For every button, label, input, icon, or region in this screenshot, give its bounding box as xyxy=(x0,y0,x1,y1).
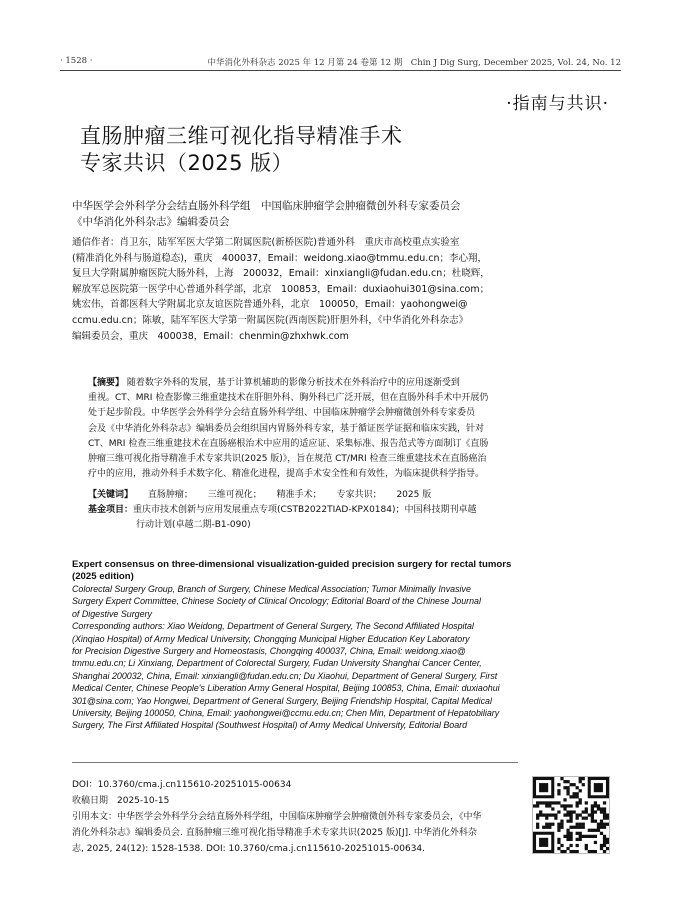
abstract-line: 重视。CT、MRI 检查影像三维重建技术在肝胆外科、胸外科已广泛开展，但在直肠外科手术中开展仍 xyxy=(88,393,489,404)
english-line: for Precision Digestive Surgery and Homeostasis, Chongqing 400037, China, Email: weidong.xiao@ xyxy=(72,646,466,657)
keyword: 精准手术； xyxy=(276,490,322,500)
abstract-line: 处于起步阶段。中华医学会外科学分会结直肠外科学组、中国临床肿瘤学会肿瘤微创外科专家委员 xyxy=(88,408,476,419)
author-line: 《中华消化外科杂志》编辑委员会 xyxy=(72,216,230,228)
english-line: of Digestive Surgery xyxy=(72,608,152,619)
english-line: Medical Center, Chinese People's Liberation Army General Hospital, Beijing 100853, China, Email: duxiaohui xyxy=(72,683,500,694)
article-meta xyxy=(72,777,518,857)
qr-code-icon[interactable] xyxy=(532,776,610,854)
funding-line: 行动计划(卓越二期-B1-090) xyxy=(136,520,251,530)
received-date: 收稿日期 2025-10-15 xyxy=(72,796,170,806)
citation-line: 志, 2025, 24(12): 1528-1538. DOI: 10.3760/cma.j.cn115610-20251015-00634. xyxy=(72,844,426,854)
correspondence-line: 通信作者：肖卫东，陆军军医大学第二附属医院(新桥医院)普通外科 重庆市高校重点实验室 xyxy=(72,237,460,248)
article-title xyxy=(80,123,403,177)
keywords xyxy=(88,487,431,500)
author-line: 中华医学会外科学分会结直肠外科学组 中国临床肿瘤学会肿瘤微创外科专家委员会 xyxy=(72,200,461,212)
keyword: 三维可视化； xyxy=(207,490,262,500)
english-title-line: (2025 edition) xyxy=(72,571,134,582)
abstract-line: 肿瘤三维可视化指导精准手术专家共识(2025 版)》，旨在规范 CT/MRI 检查三维重建技术在直肠癌治 xyxy=(88,454,487,465)
page-number: · 1528 · xyxy=(60,56,93,66)
funding-text: 重庆市技术创新与应用发展重点专项(CSTB2022TIAD-KPX0184)；中国科技期刊卓越 xyxy=(133,505,477,515)
keyword: 2025 版 xyxy=(396,490,432,500)
english-line: Surgery Expert Committee, Chinese Society of Clinical Oncology; Editorial Board of the Chinese Journal xyxy=(72,596,481,607)
correspondence-line: (精准消化外科与肠道稳态)，重庆 400037，Email：weidong.xiao@tmmu.edu.cn；李心翔， xyxy=(72,252,488,264)
citation-line: 消化外科杂志》编辑委员会. 直肠肿瘤三维可视化指导精准手术专家共识(2025 版)[J]. 中华消化外科杂 xyxy=(72,828,477,838)
keyword: 专家共识； xyxy=(336,490,382,500)
english-line: 301@sina.com; Yao Hongwei, Department of General Surgery, Beijing Friendship Hospital, Capital Medical xyxy=(72,695,492,706)
abstract-text: 随着数字外科的发展，基于计算机辅助的影像分析技术在外科治疗中的应用逐渐受到 xyxy=(126,378,460,388)
correspondence-line: 解放军总医院第一医学中心普通外科学部，北京 100853，Email：duxiaohui301@sina.com； xyxy=(72,283,490,295)
article-title-line: 直肠肿瘤三维可视化指导精准手术 xyxy=(80,124,403,148)
doi[interactable]: DOI：10.3760/cma.j.cn115610-20251015-00634 xyxy=(72,780,292,790)
abstract-line: CT、MRI 检查三维重建技术在直肠癌根治术中应用的适应证、采集标准、报告范式等方面制订《直肠 xyxy=(88,438,489,449)
english-line: Corresponding authors: Xiao Weidong, Department of General Surgery, The Second Affiliated Hospital xyxy=(72,621,474,632)
funding xyxy=(88,503,508,533)
english-line: University, Beijing 100050, China, Email: yaohongwei@ccmu.edu.cn; Chen Min, Department of Hepatobiliary xyxy=(72,708,500,719)
english-title-block xyxy=(72,559,512,732)
footer-rule xyxy=(72,762,518,763)
abstract-line: 疗中的应用，推动外科手术数字化、精准化进程，提高手术安全性和有效性，为临床提供科学指导。 xyxy=(88,469,485,480)
corresponding-authors xyxy=(72,235,508,344)
english-title-line: Expert consensus on three-dimensional visualization-guided precision surgery for rectal tumors xyxy=(72,559,512,570)
section-label: ·指南与共识· xyxy=(506,94,609,114)
citation-line: 引用本文：中华医学会外科学分会结直肠外科学组，中国临床肿瘤学会肿瘤微创外科专家委员会，《中华 xyxy=(72,812,482,822)
funding-label: 基金项目： xyxy=(88,505,134,515)
chinese-abstract xyxy=(88,376,508,482)
english-line: tmmu.edu.cn; Li Xinxiang, Department of Colorectal Surgery, Fudan University Shanghai Cancer Center, xyxy=(72,658,482,669)
author-groups xyxy=(72,198,516,230)
abstract-line: 会及《中华消化外科杂志》编辑委员会组织国内胃肠外科专家，基于循证医学证据和临床实践，针对 xyxy=(88,423,485,434)
abstract-label: 【摘要】 xyxy=(88,378,125,388)
english-line: Surgery, The First Affiliated Hospital (Southwest Hospital) of Army Medical University, Editorial Board xyxy=(72,720,468,731)
funding-line xyxy=(88,503,508,518)
english-line: (Xinqiao Hospital) of Army Medical University, Chongqing Municipal Higher Education Key Laboratory xyxy=(72,633,470,644)
qr-code-graphic xyxy=(533,777,609,853)
english-affiliations xyxy=(72,583,512,732)
keyword: 直肠肿瘤； xyxy=(147,490,193,500)
correspondence-line: 姚宏伟，首都医科大学附属北京友谊医院普通外科，北京 100050，Email：yaohongwei@ xyxy=(72,299,468,311)
english-line: Shanghai 200032, China, Email: xinxiangli@fudan.edu.cn; Du Xiaohui, Department of General Surgery, First xyxy=(72,670,498,681)
correspondence-line: ccmu.edu.cn；陈敏，陆军军医大学第一附属医院(西南医院)肝胆外科，《中华消化外科杂志》 xyxy=(72,314,469,326)
keywords-label: 【关键词】 xyxy=(88,490,134,500)
abstract-line xyxy=(88,376,508,391)
header-rule xyxy=(60,70,621,71)
article-title-line: 专家共识（2025 版） xyxy=(80,151,294,175)
journal-running-head: 中华消化外科杂志 2025 年 12 月第 24 卷第 12 期 Chin J Dig Surg, December 2025, Vol. 24, No. 12 xyxy=(207,58,621,68)
correspondence-line: 编辑委员会，重庆 400038，Email：chenmin@zhxhwk.com xyxy=(72,330,349,342)
correspondence-line: 复旦大学附属肿瘤医院大肠外科，上海 200032，Email：xinxiangli@fudan.edu.cn；杜晓辉， xyxy=(72,268,490,280)
english-line: Colorectal Surgery Group, Branch of Surgery, Chinese Medical Association; Tumor Minimally Invasive xyxy=(72,584,471,594)
